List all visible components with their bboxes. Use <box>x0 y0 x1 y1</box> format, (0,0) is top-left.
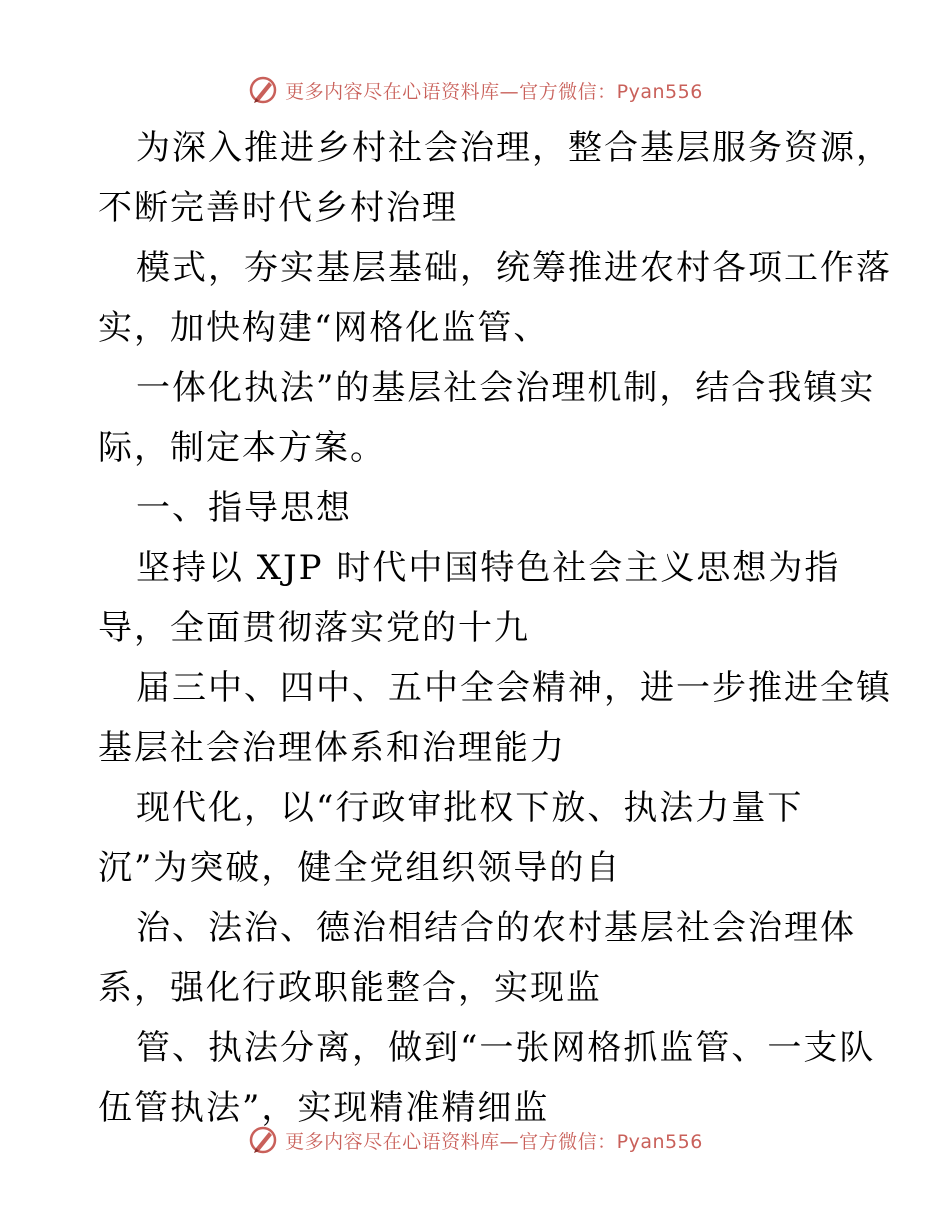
pen-logo-icon <box>247 74 279 106</box>
body-line: 不断完善时代乡村治理 <box>98 188 458 228</box>
body-line: 一、指导思想 <box>136 488 352 528</box>
footer-banner <box>0 1120 950 1160</box>
body-line: 系，强化行政职能整合，实现监 <box>98 968 602 1008</box>
pen-logo-icon <box>247 1124 279 1156</box>
body-line: 沉”为突破，健全党组织领导的自 <box>98 848 622 888</box>
document-body <box>98 118 892 1138</box>
body-line: 模式，夯实基层基础，统筹推进农村各项工作落 <box>136 248 892 288</box>
header-banner-text: 更多内容尽在心语资料库—官方微信：Pyan556 <box>285 80 703 103</box>
body-line: 管、执法分离，做到“一张网格抓监管、一支队 <box>136 1028 876 1068</box>
body-line: 伍管执法”，实现精准精细监 <box>98 1088 550 1128</box>
header-banner <box>0 70 950 110</box>
body-line: 际，制定本方案。 <box>98 428 386 468</box>
body-line: 坚持以 XJP 时代中国特色社会主义思想为指 <box>136 548 841 588</box>
body-line: 基层社会治理体系和治理能力 <box>98 728 566 768</box>
body-line: 一体化执法”的基层社会治理机制，结合我镇实 <box>136 368 876 408</box>
body-line: 实，加快构建“网格化监管、 <box>98 308 550 348</box>
footer-banner-inner <box>247 1124 703 1156</box>
header-banner-inner <box>247 74 703 106</box>
body-line: 治、法治、德治相结合的农村基层社会治理体 <box>136 908 856 948</box>
body-line: 现代化，以“行政审批权下放、执法力量下 <box>136 788 804 828</box>
body-line: 为深入推进乡村社会治理，整合基层服务资源， <box>136 128 892 168</box>
body-line: 导，全面贯彻落实党的十九 <box>98 608 530 648</box>
body-line: 届三中、四中、五中全会精神，进一步推进全镇 <box>136 668 892 708</box>
footer-banner-text: 更多内容尽在心语资料库—官方微信：Pyan556 <box>285 1130 703 1153</box>
